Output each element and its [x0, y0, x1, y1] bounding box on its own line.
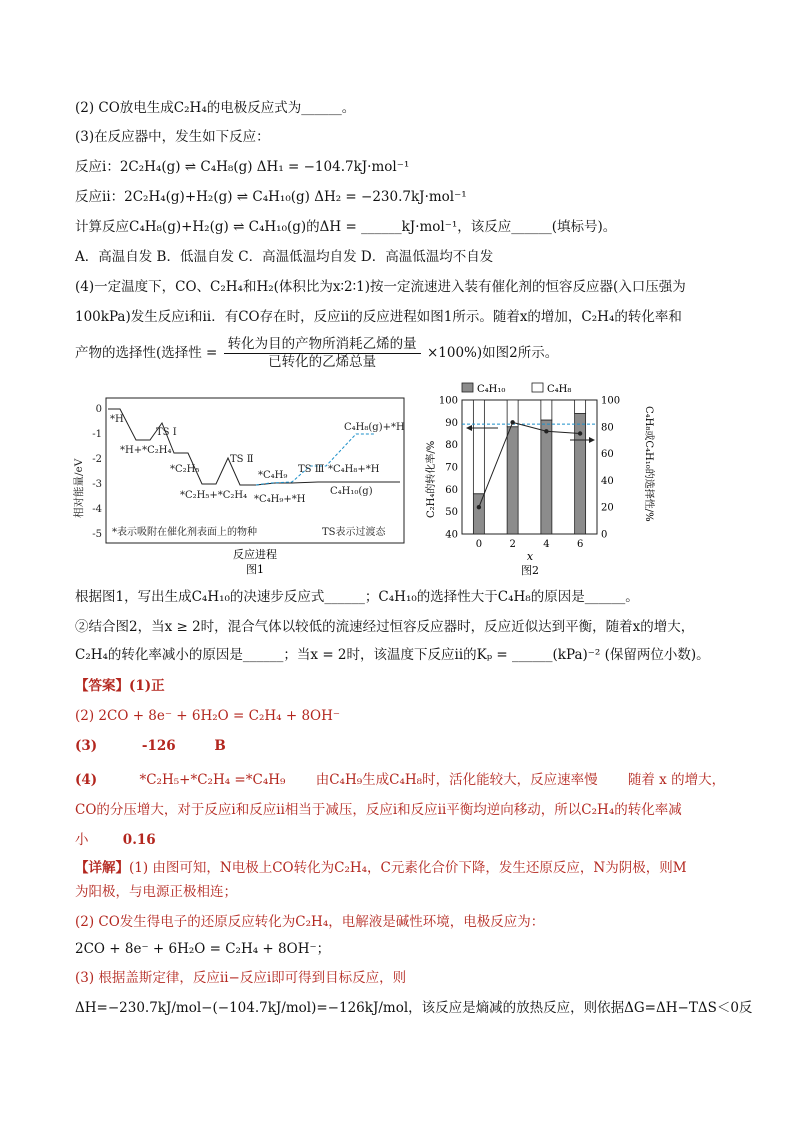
answer-label: 【答案】: [75, 678, 129, 694]
answer-4-label: (4): [75, 772, 98, 788]
fig2-bar-c4h8-3: [575, 400, 586, 413]
detail-1: (1) 由图可知，N电极上CO转化为C₂H₄，C元素化合价下降，发生还原反应，N为阴极，则M: [129, 860, 687, 876]
fig2-left-tick-4: 80: [445, 440, 458, 452]
fig2-xlabel: x: [526, 550, 534, 563]
fig2-right-tick-1: 20: [601, 502, 614, 514]
question-4-line1: (4)一定温度下，CO、C₂H₄和H₂(体积比为x∶2∶1)按一定流速进入装有催化剂的恒容反应器(入口压强为: [75, 279, 686, 295]
reaction-1: 反应ⅰ：2C₂H₄(g) ⇌ C₄H₈(g) ΔH₁ = −104.7kJ·mol⁻¹: [75, 159, 410, 175]
fig1-ytick-3: -3: [92, 479, 102, 490]
answer-1: (1)正: [129, 678, 165, 694]
fig1-ylabel: 相对能量/eV: [73, 458, 85, 518]
fig2-x-tick-0: 0: [475, 539, 483, 550]
fig1-label-c4h10: C₄H₁₀(g): [330, 486, 373, 497]
fig2-caption: 图2: [521, 564, 539, 577]
part-2-line2: C₂H₄的转化率减小的原因是______；当x = 2时，该温度下反应ⅱ的Kₚ = ______(kPa)⁻² (保留两位小数)。: [75, 647, 710, 663]
fig1-label-h-c2h4: *H+*C₂H₄: [120, 445, 172, 456]
answer-4-reason: 由C₄H₉生成C₄H₈时，活化能较大，反应速率慢: [315, 772, 598, 788]
answer-4-line1: [75, 770, 725, 790]
fig1-label-c2h5: *C₂H₅: [170, 464, 200, 475]
reaction-2: 反应ⅱ：2C₂H₄(g)+H₂(g) ⇌ C₄H₁₀(g) ΔH₂ = −230.7kJ·mol⁻¹: [75, 189, 467, 205]
fig1-label-c4h8-h-ts: *C₄H₈+*H: [328, 464, 380, 475]
selectivity-prefix: 产物的选择性(选择性 =: [75, 345, 218, 361]
detail-2b: 2CO + 8e⁻ + 6H₂O = C₂H₄ + 8OH⁻；: [75, 941, 331, 957]
fig2-x-tick-1: 2: [509, 539, 516, 550]
calc-question: 计算反应C₄H₈(g)+H₂(g) ⇌ C₄H₁₀(g)的ΔH = ______kJ·mol⁻¹，该反应______(填标号)。: [75, 219, 617, 235]
fig2-bar-c4h10-0: [473, 494, 484, 534]
fig1-ytick-0: 0: [95, 404, 102, 415]
question-3: (3)在反应器中，发生如下反应：: [75, 129, 270, 145]
part-1: 根据图1，写出生成C₄H₁₀的决速步反应式______；C₄H₁₀的选择性大于C₄H₈的原因是______。: [75, 589, 639, 605]
fig1-label-ts2: TS Ⅱ: [230, 454, 254, 465]
fig1-ytick-2: -2: [92, 454, 102, 465]
fraction-numerator: 转化为目的产物所消耗乙烯的量: [224, 336, 421, 354]
fraction-denominator: 已转化的乙烯总量: [268, 354, 377, 370]
fig1-caption: 图1: [246, 563, 264, 576]
fig1-ytick-5: -5: [92, 529, 102, 540]
fig2-bar-c4h10-1: [507, 427, 518, 534]
fig1-label-c2h5-c2h4: *C₂H₅+*C₂H₄: [180, 490, 248, 501]
fig2-conversion-point-1: [510, 420, 514, 424]
part-2-line1: ②结合图2，当x ≥ 2时，混合气体以较低的流速经过恒容反应器时，反应近似达到平衡，随着x的增大，: [75, 619, 695, 635]
fig2-conversion-point-0: [477, 505, 481, 509]
fig2-ylabel-right: C₄H₈或C₄H₁₀的选择性/%: [643, 406, 654, 522]
fig2-right-tick-4: 80: [601, 422, 614, 434]
fig1-label-h: *H: [110, 414, 124, 425]
legend-label-c4h10: C₄H₁₀: [477, 384, 506, 395]
detail-3b: ΔH=−230.7kJ/mol−(−104.7kJ/mol)=−126kJ/mol，该反应是熵减的放热反应，则依据ΔG=ΔH−TΔS＜0反: [75, 1000, 753, 1016]
answer-2: (2) 2CO + 8e⁻ + 6H₂O = C₂H₄ + 8OH⁻: [75, 708, 341, 724]
fig2-conversion-point-2: [544, 429, 548, 433]
selectivity-fraction: [224, 336, 421, 371]
fig2-left-tick-0: 40: [445, 529, 458, 541]
fig2-left-tick-2: 60: [445, 484, 458, 496]
answer-3-option: B: [214, 738, 226, 754]
fig1-label-c4h9-h: *C₄H₉+*H: [254, 494, 306, 505]
detail-label: 【详解】: [75, 860, 129, 876]
detail-line-1: [75, 858, 687, 878]
answer-4-kp: 0.16: [122, 832, 156, 848]
fig1-label-c4h8-h: C₄H₈(g)+*H: [344, 422, 405, 433]
fig1-note-ts: TS表示过渡态: [322, 527, 386, 538]
fig2-x-tick-2: 4: [543, 539, 550, 550]
fig1-ytick-4: -4: [92, 504, 102, 515]
legend-label-c4h8: C₄H₈: [547, 384, 572, 395]
legend-swatch-c4h10: [462, 383, 473, 392]
fig2-x-tick-3: 6: [576, 539, 584, 550]
answer-4-equation: *C₂H₅+*C₂H₄ =*C₄H₉: [139, 772, 286, 788]
answer-4-line2: CO的分压增大，对于反应ⅰ和反应ⅱ相当于减压，反应ⅰ和反应ⅱ平衡均逆向移动，所以C₂H₄的转化率减: [75, 802, 682, 818]
question-4-line2: 100kPa)发生反应ⅰ和ⅱ．有CO存在时，反应ⅱ的反应进程如图1所示。随着x的增加，C₂H₄的转化率和: [75, 309, 682, 325]
fig2-conversion-point-3: [578, 431, 582, 435]
fig2-left-tick-3: 70: [445, 462, 458, 474]
fig2-left-tick-1: 50: [445, 507, 458, 519]
answer-4-trend: 随着 x 的增大，: [627, 772, 726, 788]
fig2-bar-c4h10-2: [541, 420, 552, 534]
answer-3: [75, 736, 226, 756]
detail-2: (2) CO发生得电子的还原反应转化为C₂H₄，电解液是碱性环境，电极反应为：: [75, 914, 545, 930]
fig2-right-tick-5: 100: [601, 395, 621, 407]
figure-1-energy-profile: [70, 390, 415, 580]
fig2-left-tick-5: 90: [445, 417, 458, 429]
fig2-conversion-line: [479, 422, 580, 507]
fig1-label-ts3: TS Ⅲ: [298, 464, 325, 475]
fig1-ytick-1: -1: [92, 429, 102, 440]
fig2-arrowhead-left: [466, 425, 472, 431]
fig2-right-tick-3: 60: [601, 449, 614, 461]
fig2-bar-c4h8-0: [473, 400, 484, 494]
selectivity-suffix: ×100%)如图2所示。: [426, 345, 559, 361]
figure-2-chart: [420, 378, 655, 580]
detail-3: (3) 根据盖斯定律，反应ⅱ−反应ⅰ即可得到目标反应，则: [75, 970, 407, 986]
answer-4-tail: 小: [75, 832, 89, 848]
options: A．高温自发 B．低温自发 C．高温低温均自发 D．高温低温均不自发: [75, 249, 494, 265]
fig1-xlabel: 反应进程: [233, 548, 277, 561]
fig1-note-adsorbed: *表示吸附在催化剂表面上的物种: [112, 527, 257, 538]
answer-4-line3: [75, 830, 156, 850]
answer-3-label: (3): [75, 738, 98, 754]
question-4-line3: [75, 336, 558, 371]
fig2-bar-c4h8-2: [541, 400, 552, 420]
fig2-left-tick-6: 100: [438, 395, 458, 407]
legend-swatch-c4h8: [532, 383, 543, 392]
fig2-right-tick-2: 40: [601, 475, 614, 487]
fig2-arrowhead-right: [589, 437, 595, 443]
fig2-right-tick-0: 0: [601, 529, 608, 541]
fig1-label-ts1: TS Ⅰ: [156, 427, 177, 438]
fig2-ylabel-left: C₂H₄的转化率/%: [426, 440, 437, 518]
question-2: (2) CO放电生成C₂H₄的电极反应式为______。: [75, 100, 356, 116]
fig1-label-c4h9: *C₄H₉: [258, 470, 288, 481]
answer-line-1: [75, 676, 165, 696]
fig2-legend: [462, 383, 571, 395]
answer-3-value: -126: [141, 738, 176, 754]
detail-1b: 为阳极，与电源正极相连；: [75, 884, 237, 900]
